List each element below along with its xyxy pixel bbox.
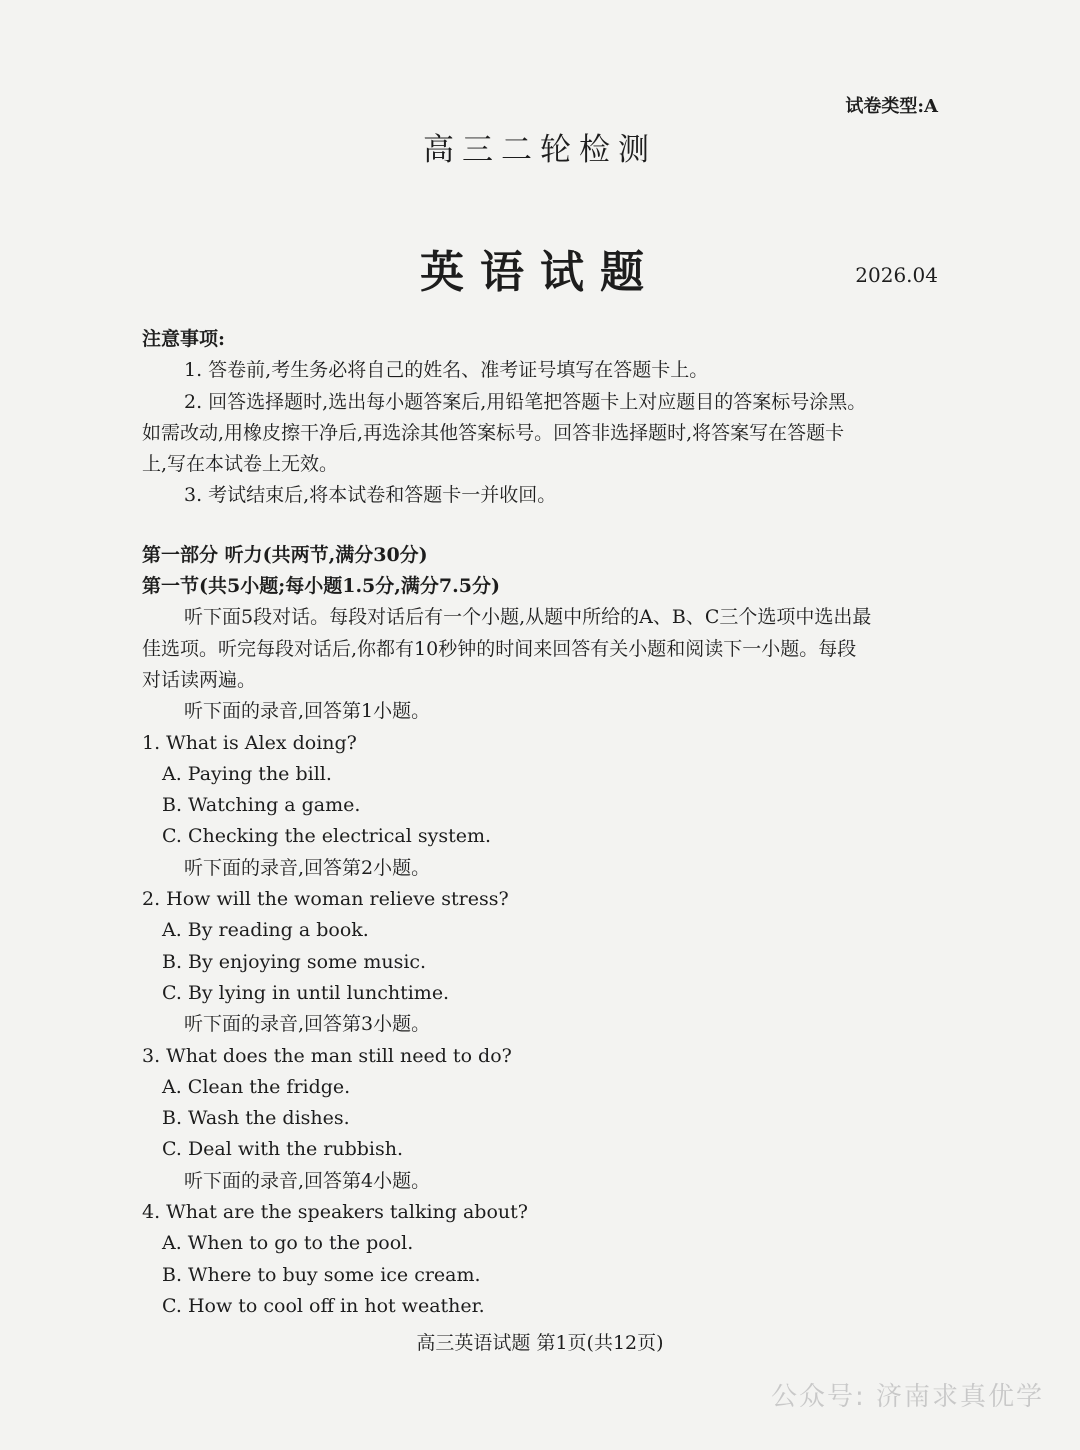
note-line: 如需改动,用橡皮擦干净后,再选涂其他答案标号。回答非选择题时,将答案写在答题卡 (142, 421, 845, 444)
note-line: 3. 考试结束后,将本试卷和答题卡一并收回。 (184, 484, 557, 507)
exam-title: 英语试题 (420, 247, 660, 298)
listen-prompt: 听下面的录音,回答第3小题。 (184, 1013, 431, 1036)
question: 2. How will the woman relieve stress? (142, 888, 509, 911)
option: B. By enjoying some music. (162, 950, 427, 973)
option: A. By reading a book. (162, 919, 369, 942)
option: C. How to cool off in hot weather. (162, 1294, 485, 1317)
option: A. Paying the bill. (162, 762, 332, 785)
option: B. Watching a game. (162, 794, 361, 817)
page-footer: 高三英语试题 第1页(共12页) (416, 1332, 664, 1354)
option: C. Deal with the rubbish. (162, 1138, 404, 1161)
question: 1. What is Alex doing? (142, 731, 357, 754)
option: B. Where to buy some ice cream. (162, 1263, 481, 1286)
listen-prompt: 听下面的录音,回答第4小题。 (184, 1169, 431, 1192)
note-line: 1. 答卷前,考生务必将自己的姓名、准考证号填写在答题卡上。 (184, 359, 709, 382)
exam-date: 2026.04 (855, 263, 938, 287)
watermark: 公众号: 济南求真优学 (770, 1382, 1044, 1412)
option: C. By lying in until lunchtime. (162, 981, 450, 1004)
option: C. Checking the electrical system. (162, 825, 492, 848)
note-line: 上,写在本试卷上无效。 (142, 453, 339, 476)
notes-heading: 注意事项: (142, 328, 226, 350)
exam-body (142, 324, 942, 1322)
listen-prompt: 听下面的录音,回答第1小题。 (184, 700, 431, 723)
question: 4. What are the speakers talking about? (142, 1201, 528, 1224)
option: A. When to go to the pool. (162, 1232, 414, 1255)
exam-subtitle: 高三二轮检测 (423, 132, 657, 168)
instruction-line: 佳选项。听完每段对话后,你都有10秒钟的时间来回答有关小题和阅读下一小题。每段 (142, 637, 857, 660)
section-heading: 第一节(共5小题;每小题1.5分,满分7.5分) (142, 575, 500, 598)
option: A. Clean the fridge. (162, 1075, 351, 1098)
part-heading: 第一部分 听力(共两节,满分30分) (142, 543, 428, 566)
paper-type: 试卷类型:A (845, 96, 938, 117)
option: B. Wash the dishes. (162, 1107, 350, 1130)
question: 3. What does the man still need to do? (142, 1044, 512, 1067)
listen-prompt: 听下面的录音,回答第2小题。 (184, 856, 431, 879)
instruction-line: 听下面5段对话。每段对话后有一个小题,从题中所给的A、B、C三个选项中选出最 (184, 606, 872, 629)
instruction-line: 对话读两遍。 (142, 668, 257, 691)
note-line: 2. 回答选择题时,选出每小题答案后,用铅笔把答题卡上对应题目的答案标号涂黑。 (184, 390, 867, 413)
